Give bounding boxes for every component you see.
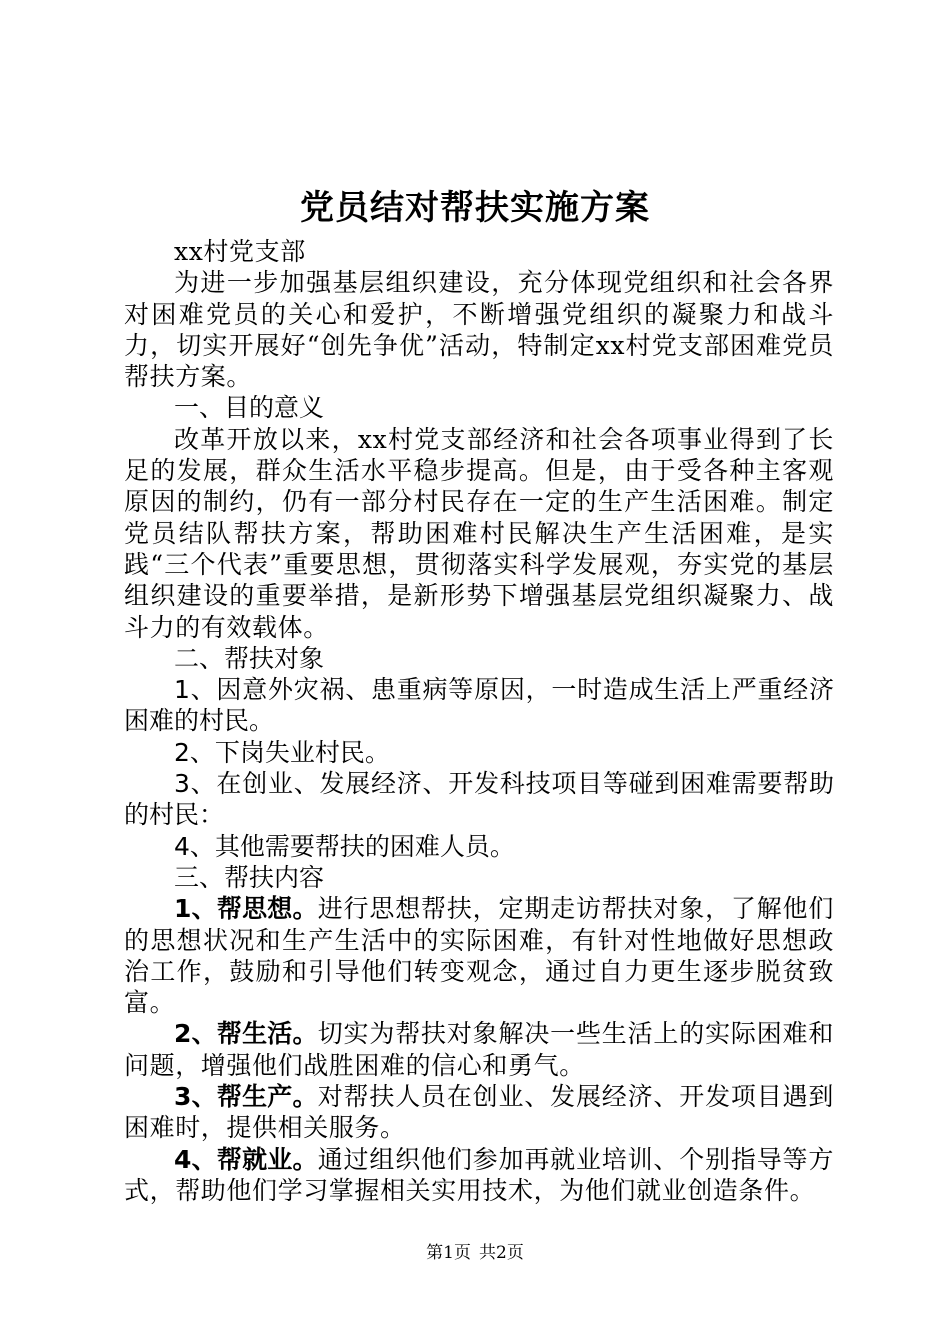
content-item-1-text: 进行思想帮扶，定期走访帮扶对象，了解他们的思想状况和生产生活中的实际困难，有针对性地做好思想政治工作，鼓励和引导他们转变观念，通过自力更生逐步脱贫致富。: [124, 894, 834, 1018]
content-item-1-lead: 1、帮思想。: [174, 894, 318, 924]
content-item-2: [124, 1018, 834, 1081]
content-item-4-text: 通过组织他们参加再就业培训、个别指导等方式，帮助他们学习掌握相关实用技术，为他们就业创造条件。: [124, 1144, 834, 1205]
author-line: xx村党支部: [174, 237, 306, 266]
content-item-3-lead: 3、帮生产。: [174, 1082, 318, 1112]
content-item-2-lead: 2、帮生活。: [174, 1019, 318, 1049]
target-item-4: 4、其他需要帮扶的困难人员。: [174, 831, 515, 861]
content-item-4-lead: 4、帮就业。: [174, 1144, 318, 1174]
section-heading-targets: 二、帮扶对象: [174, 643, 325, 673]
target-item-3: 3、在创业、发展经济、开发科技项目等碰到困难需要帮助的村民：: [124, 769, 834, 830]
page-number-total: 共2页: [479, 1243, 524, 1263]
document-body: [124, 236, 834, 1206]
document-title: 党员结对帮扶实施方案: [300, 188, 650, 228]
section-heading-content: 三、帮扶内容: [174, 862, 325, 892]
content-item-3-text: 对帮扶人员在创业、发展经济、开发项目遇到困难时，提供相关服务。: [124, 1082, 834, 1143]
purpose-paragraph: 改革开放以来，xx村党支部经济和社会各项事业得到了长足的发展，群众生活水平稳步提高。但是，由于受各种主客观原因的制约，仍有一部分村民存在一定的生产生活困难。制定党员结队帮扶方案，帮助困难村民解决生产生活困难，是实践“三个代表”重要思想，贯彻落实科学发展观，夯实党的基层组织建设的重要举措，是新形势下增强基层党组织凝聚力、战斗力的有效载体。: [124, 424, 834, 642]
content-item-2-text: 切实为帮扶对象解决一些生活上的实际困难和问题，增强他们战胜困难的信心和勇气。: [124, 1019, 834, 1080]
content-item-4: [124, 1144, 834, 1207]
target-item-1: 1、因意外灾祸、患重病等原因，一时造成生活上严重经济困难的村民。: [124, 675, 834, 736]
intro-paragraph: 为进一步加强基层组织建设，充分体现党组织和社会各界对困难党员的关心和爱护，不断增强党组织的凝聚力和战斗力，切实开展好“创先争优”活动，特制定xx村党支部困难党员帮扶方案。: [124, 268, 834, 392]
section-heading-purpose: 一、目的意义: [174, 393, 325, 423]
page-footer: [0, 1242, 950, 1264]
page-number-current: 第1页: [426, 1243, 471, 1263]
content-item-1: [124, 893, 834, 1018]
target-item-2: 2、下岗失业村民。: [174, 737, 390, 767]
content-item-3: [124, 1081, 834, 1144]
